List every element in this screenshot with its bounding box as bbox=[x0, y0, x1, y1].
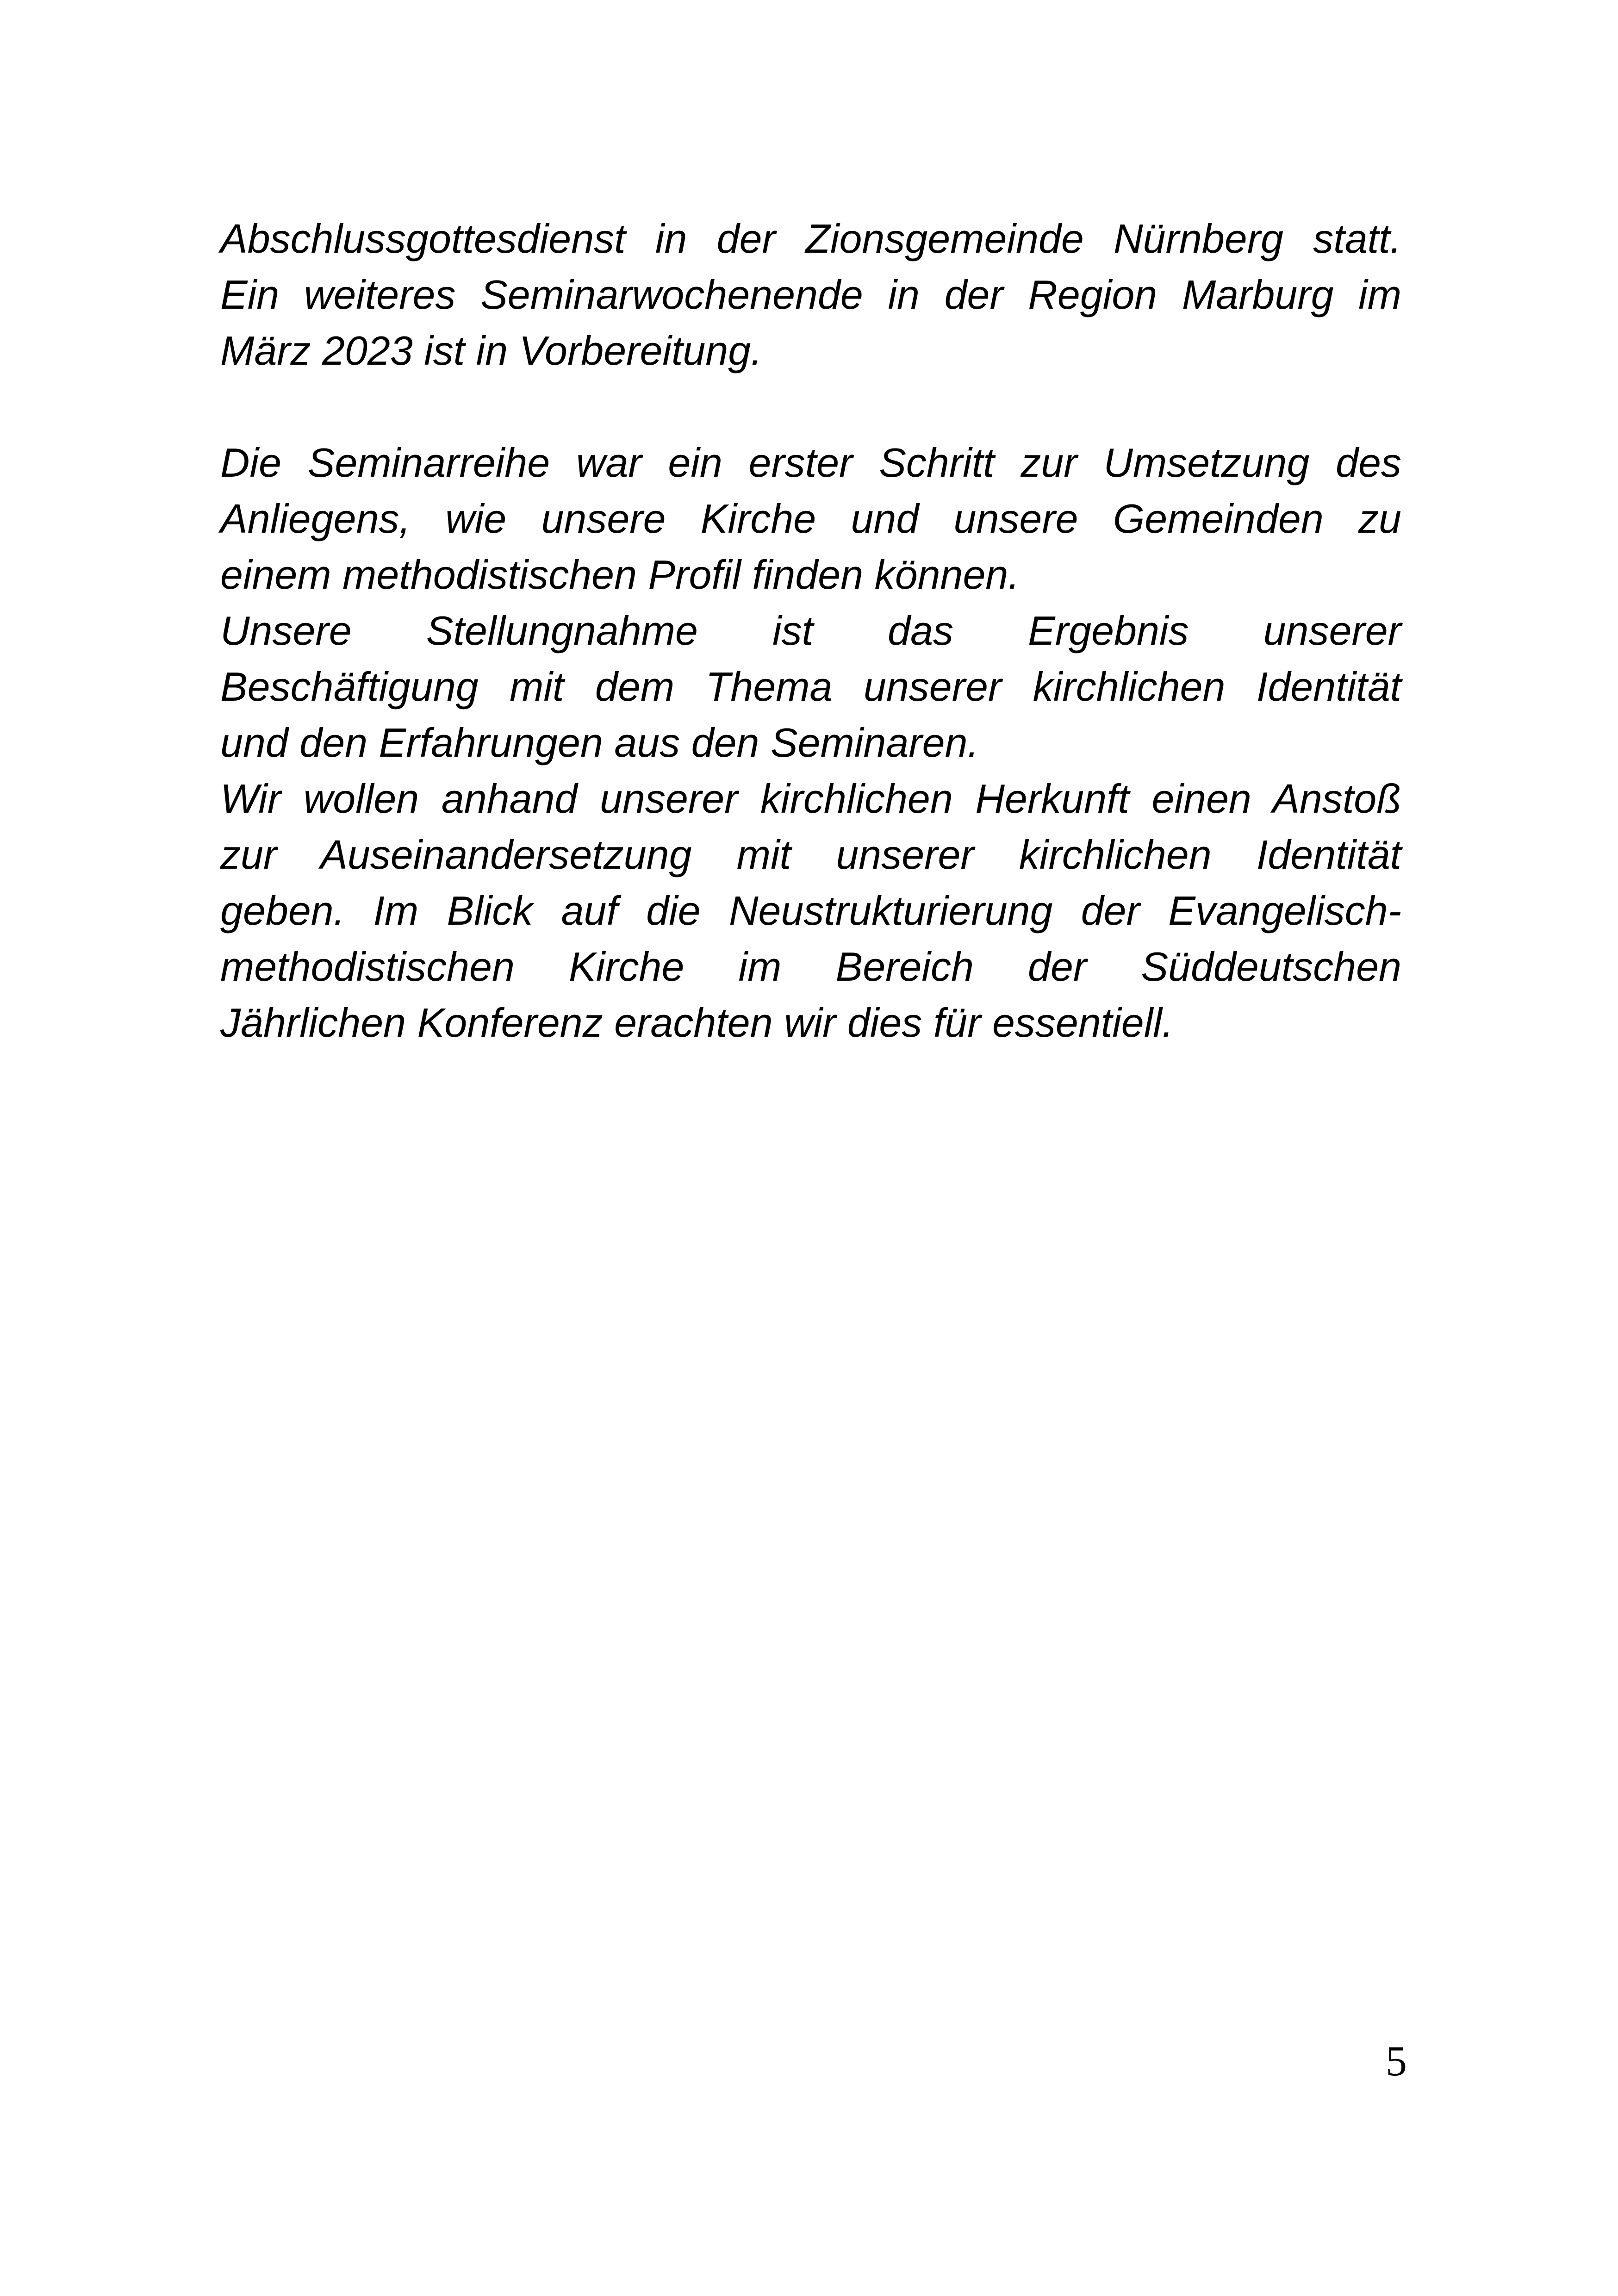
text-line: Beschäftigung mit dem Thema unserer kirchlichen Identität bbox=[220, 664, 1401, 709]
text-line: einem methodistischen Profil finden können. bbox=[220, 552, 1020, 597]
text-line: methodistischen Kirche im Bereich der Süddeutschen bbox=[220, 944, 1401, 989]
text-line: geben. Im Blick auf die Neustrukturierung der Evangelisch- bbox=[220, 888, 1401, 933]
text-line: zur Auseinandersetzung mit unserer kirchlichen Identität bbox=[220, 832, 1401, 877]
text-line: Abschlussgottesdienst in der Zionsgemeinde Nürnberg statt. bbox=[220, 216, 1401, 261]
text-line: Jährlichen Konferenz erachten wir dies für essentiell. bbox=[220, 1000, 1174, 1045]
text-line: März 2023 ist in Vorbereitung. bbox=[220, 328, 762, 373]
text-line: Unsere Stellungnahme ist das Ergebnis unserer bbox=[220, 608, 1401, 653]
text-line: Wir wollen anhand unserer kirchlichen Herkunft einen Anstoß bbox=[220, 776, 1401, 821]
page-number: 5 bbox=[1386, 2037, 1407, 2084]
text-line: Anliegens, wie unsere Kirche und unsere Gemeinden zu bbox=[220, 496, 1401, 541]
paragraph bbox=[220, 603, 1401, 771]
text-line: Ein weiteres Seminarwochenende in der Region Marburg im bbox=[220, 272, 1401, 317]
text-line: und den Erfahrungen aus den Seminaren. bbox=[220, 720, 979, 765]
body-text bbox=[220, 211, 1401, 1051]
paragraph bbox=[220, 211, 1401, 379]
text-line: Die Seminarreihe war ein erster Schritt zur Umsetzung des bbox=[220, 440, 1401, 485]
paragraph bbox=[220, 435, 1401, 603]
paragraph bbox=[220, 771, 1401, 1051]
